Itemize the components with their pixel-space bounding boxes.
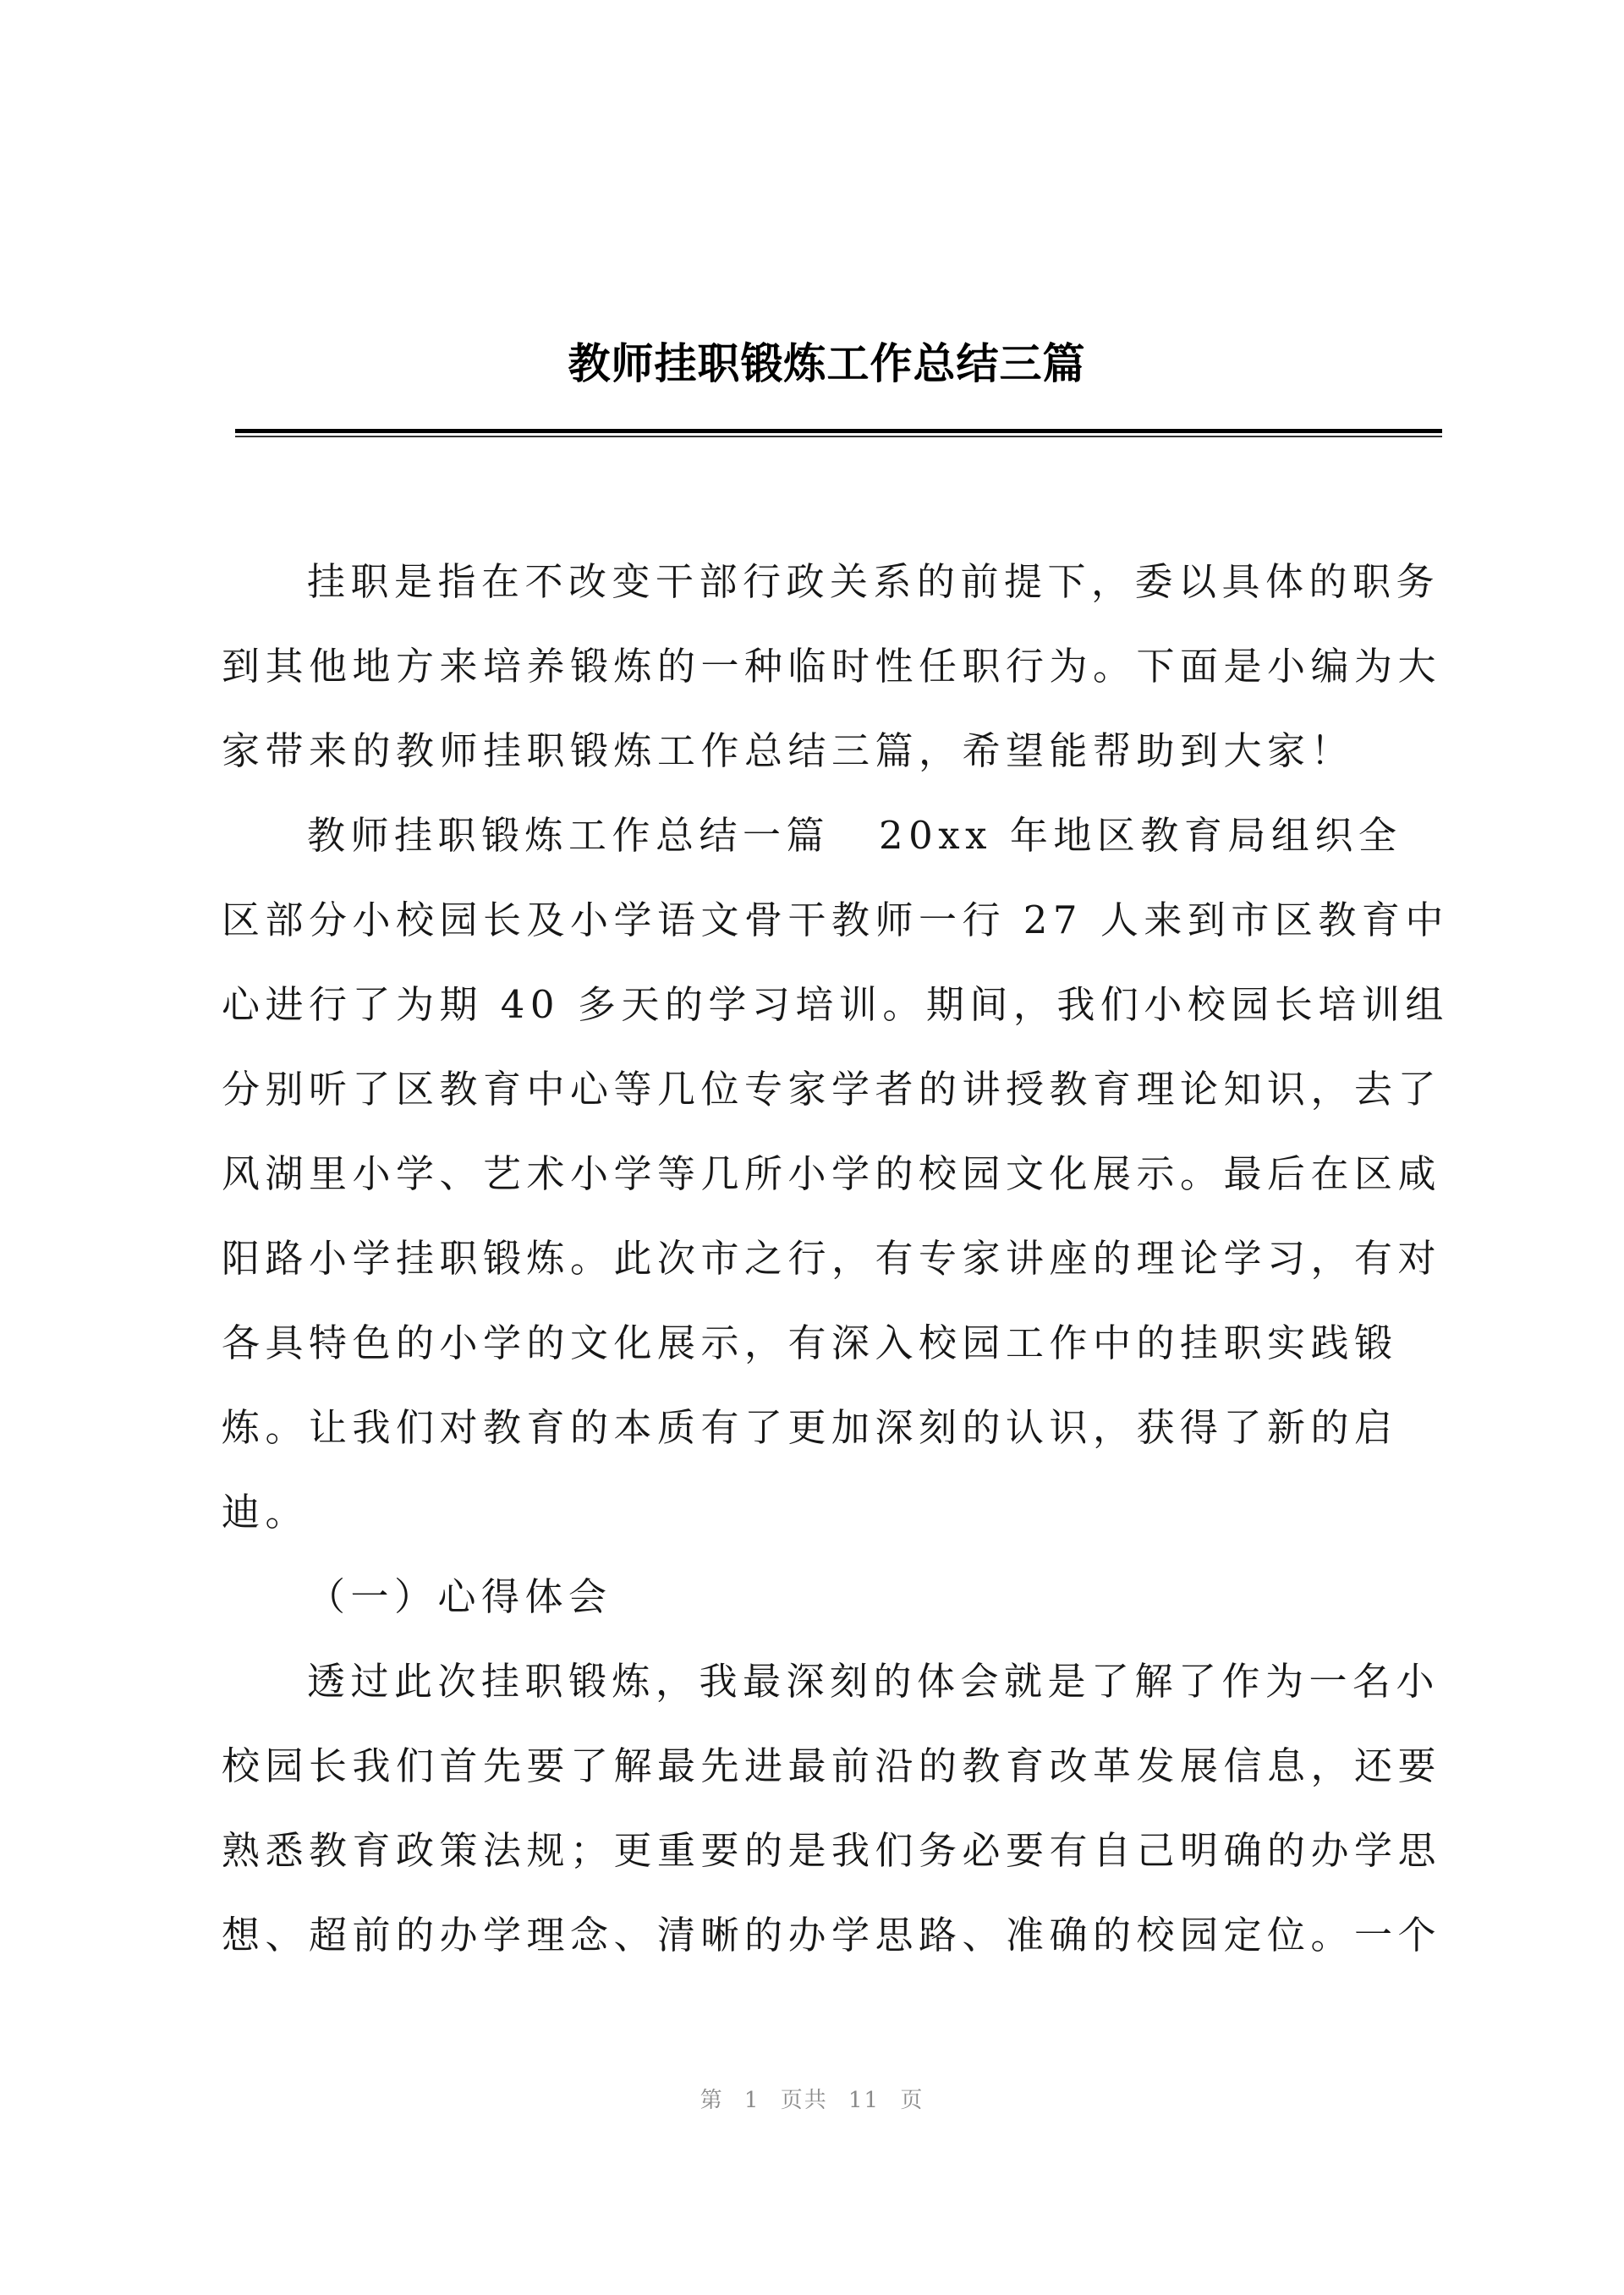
paragraph-line: 阳路小学挂职锻炼。此次市之行，有专家讲座的理论学习，有对 [222, 1236, 1442, 1281]
title-double-rule [235, 429, 1442, 439]
paragraph-line: 风湖里小学、艺术小学等几所小学的校园文化展示。最后在区咸 [222, 1151, 1442, 1196]
section-heading-line [222, 804, 1457, 888]
paragraph-line: 迪。 [222, 1490, 310, 1535]
section-title-one: 教师挂职锻炼工作总结一篇 [307, 813, 831, 858]
paragraph-line: 想、超前的办学理念、清晰的办学思路、准确的校园定位。一个 [222, 1913, 1442, 1957]
paragraph-line: 各具特色的小学的文化展示，有深入校园工作中的挂职实践锻 [222, 1320, 1398, 1365]
page-number-footer: 第 1 页共 11 页 [700, 2088, 924, 2113]
document-body [222, 550, 1457, 1988]
paragraph-start: 20xx 年地区教育局组织全 [879, 813, 1402, 858]
paragraph-line: 炼。让我们对教育的本质有了更加深刻的认识，获得了新的启 [222, 1405, 1398, 1450]
title-rule-thin [235, 436, 1442, 437]
paragraph-line: 校园长我们首先要了解最先进最前沿的教育改革发展信息，还要 [222, 1743, 1442, 1788]
subsection-heading: （一）心得体会 [307, 1574, 612, 1619]
paragraph-line: 挂职是指在不改变干部行政关系的前提下，委以具体的职务 [307, 559, 1440, 604]
paragraph-line: 熟悉教育政策法规；更重要的是我们务必要有自己明确的办学思 [222, 1828, 1442, 1873]
paragraph-line: 分别听了区教育中心等几位专家学者的讲授教育理论知识，去了 [222, 1067, 1442, 1112]
title-rule-thick [235, 429, 1442, 433]
paragraph-line: 区部分小校园长及小学语文骨干教师一行 27 人来到市区教育中 [222, 898, 1449, 942]
paragraph-line: 心进行了为期 40 多天的学习培训。期间，我们小校园长培训组 [222, 982, 1449, 1027]
paragraph-line: 透过此次挂职锻炼，我最深刻的体会就是了解了作为一名小 [307, 1659, 1440, 1704]
paragraph-line: 到其他地方来培养锻炼的一种临时性任职行为。下面是小编为大 [222, 644, 1442, 689]
paragraph-line: 家带来的教师挂职锻炼工作总结三篇，希望能帮助到大家！ [222, 728, 1355, 773]
document-title: 教师挂职锻炼工作总结三篇 [568, 339, 1086, 388]
